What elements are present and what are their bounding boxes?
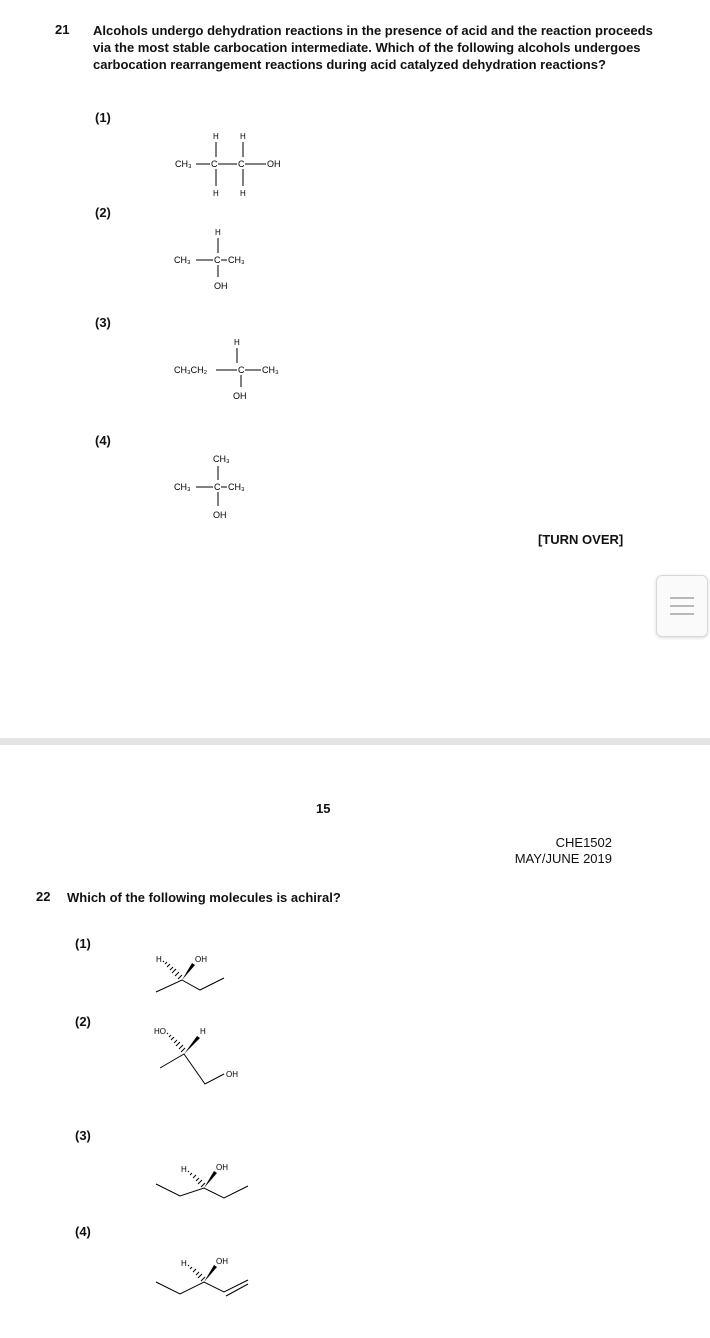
structure-ethanol: [170, 128, 295, 200]
s4-left-group: CH₃: [174, 482, 191, 492]
question-22-number: 22: [36, 889, 51, 904]
question-21-number: 21: [55, 22, 70, 37]
question-21-line-3: carbocation rearrangement reactions during acid catalyzed dehydration reactions?: [93, 57, 606, 72]
m3-hashed-bond: [188, 1171, 205, 1187]
page-number: 15: [316, 801, 331, 816]
m4-wedge-bond: [204, 1265, 217, 1282]
q22-option-2-label: (2): [75, 1014, 91, 1029]
s1-left-group: CH₃: [175, 159, 192, 169]
m4-hash-label: H: [181, 1259, 187, 1268]
s2-right-group: CH₃: [228, 255, 245, 265]
question-21-line-1: Alcohols undergo dehydration reactions in the presence of acid and the reaction proceeds: [93, 23, 653, 38]
m1-wedge-label: OH: [195, 955, 207, 964]
m2-hash-label: HO: [154, 1027, 166, 1036]
molecule-3: [150, 1158, 260, 1204]
s3-right-group: CH₃: [262, 365, 279, 375]
page-divider: [0, 738, 710, 745]
m2-wedge-bond: [184, 1036, 200, 1054]
m1-wedge-bond: [182, 963, 195, 980]
m3-wedge-label: OH: [216, 1163, 228, 1172]
molecule-2: [150, 1018, 250, 1090]
m3-hash-label: H: [181, 1165, 187, 1174]
question-21-line-2: via the most stable carbocation intermediate. Which of the following alcohols undergoes: [93, 40, 641, 55]
m1-hashed-bond: [163, 961, 182, 979]
m4-wedge-label: OH: [216, 1257, 228, 1266]
s3-bottom: OH: [233, 391, 247, 401]
q21-option-4-label: (4): [95, 433, 111, 448]
q22-option-1-label: (1): [75, 936, 91, 951]
s1-carbon-2: C: [238, 159, 245, 169]
s2-center: C: [214, 255, 221, 265]
s1-h-bottom-2: H: [240, 189, 246, 198]
s1-h-top-1: H: [213, 132, 219, 141]
menu-icon-bar: [670, 613, 694, 615]
turn-over-label: [TURN OVER]: [538, 532, 624, 547]
s2-left-group: CH₃: [174, 255, 191, 265]
exam-header: [470, 835, 612, 867]
molecule-4: [150, 1252, 260, 1302]
q22-option-3-label: (3): [75, 1128, 91, 1143]
s1-carbon-1: C: [211, 159, 218, 169]
molecule-1: [150, 950, 240, 1000]
menu-icon-bar: [670, 605, 694, 607]
q21-option-1-label: (1): [95, 110, 111, 125]
s4-right-group: CH₃: [228, 482, 245, 492]
s2-top: H: [215, 228, 221, 237]
m1-hash-label: H: [156, 955, 162, 964]
m4-hashed-bond: [188, 1265, 205, 1281]
m2-end-label: OH: [226, 1070, 238, 1079]
s3-left-group: CH₃CH₂: [174, 365, 208, 375]
structure-tert-butanol: [170, 450, 270, 522]
menu-icon-bar: [670, 597, 694, 599]
structure-2-butanol: [170, 335, 295, 405]
q21-option-2-label: (2): [95, 205, 111, 220]
exam-session: MAY/JUNE 2019: [514, 851, 612, 866]
question-21-text: [93, 22, 693, 73]
q22-option-4-label: (4): [75, 1224, 91, 1239]
s1-h-bottom-1: H: [213, 189, 219, 198]
s4-center: C: [214, 482, 221, 492]
course-code: CHE1502: [555, 835, 612, 850]
s1-right-group: OH: [267, 159, 281, 169]
m2-hashed-bond: [167, 1033, 185, 1052]
s4-top: CH₃: [213, 454, 230, 464]
s4-bottom: OH: [213, 510, 227, 520]
question-22-text: Which of the following molecules is achiral?: [67, 890, 341, 905]
s2-bottom: OH: [214, 281, 228, 291]
s1-h-top-2: H: [240, 132, 246, 141]
structure-2-propanol: [170, 225, 270, 295]
m2-skeleton: [160, 1054, 224, 1084]
s3-center: C: [238, 365, 245, 375]
q21-option-3-label: (3): [95, 315, 111, 330]
s3-top: H: [234, 338, 240, 347]
m1-skeleton: [156, 978, 224, 992]
m2-wedge-label: H: [200, 1027, 206, 1036]
menu-button[interactable]: [656, 575, 708, 637]
m3-wedge-bond: [204, 1171, 217, 1188]
